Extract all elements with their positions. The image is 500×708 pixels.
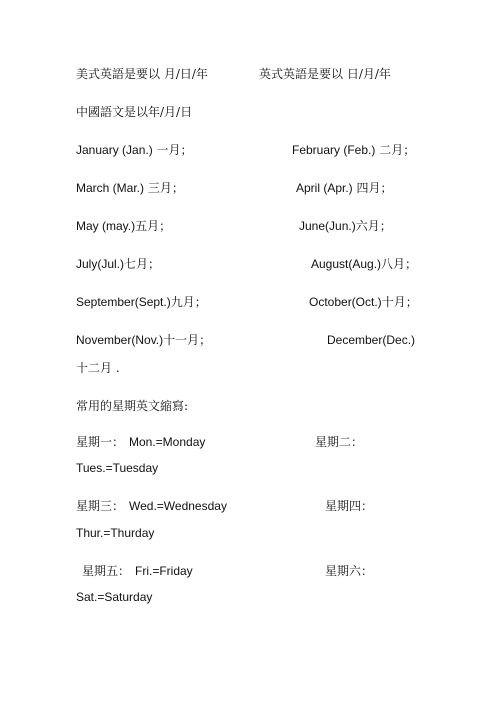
month-english: May (may.)	[76, 219, 136, 233]
british-format-note: 英式英語是要以 日/月/年	[259, 67, 391, 81]
month-english: September(Sept.)	[76, 295, 171, 309]
month-english: June(Jun.)	[299, 219, 356, 233]
weekday-thursday-label: 星期四：	[325, 499, 374, 513]
weekday-wednesday-abbr: Wed.=Wednesday	[129, 499, 227, 513]
month-chinese: 六月；	[355, 219, 392, 233]
month-march	[76, 180, 184, 196]
month-english: August(Aug.)	[311, 257, 382, 271]
weekday-saturday-label: 星期六：	[325, 564, 374, 578]
month-july	[76, 256, 160, 272]
month-october	[309, 294, 418, 310]
month-chinese: 四月；	[356, 181, 393, 195]
month-september	[76, 294, 207, 310]
weekday-thursday-abbr: Thur.=Thurday	[76, 526, 155, 540]
month-english: October(Oct.)	[309, 295, 382, 309]
month-chinese: 一月；	[156, 143, 193, 157]
month-may	[76, 218, 171, 234]
month-english: April (Apr.)	[296, 181, 353, 195]
weekdays-title: 常用的星期英文縮寫:	[76, 399, 189, 413]
american-format-note: 美式英語是要以 月/日/年	[76, 67, 208, 81]
month-january	[76, 142, 193, 158]
month-chinese: 十月；	[381, 295, 418, 309]
weekday-tuesday-abbr: Tues.=Tuesday	[76, 461, 159, 475]
month-november	[76, 332, 211, 348]
weekday-monday-label: 星期一：	[76, 435, 125, 449]
month-december-chinese: 十二月 .	[76, 361, 120, 375]
month-chinese: 三月；	[147, 181, 184, 195]
weekday-friday-label: 星期五：	[82, 564, 131, 578]
month-english: March (Mar.)	[76, 181, 145, 195]
month-chinese: 七月；	[124, 257, 161, 271]
weekday-friday-abbr: Fri.=Friday	[135, 564, 193, 578]
month-english: February (Feb.)	[292, 143, 376, 157]
month-english: November(Nov.)	[76, 333, 164, 347]
weekday-saturday-abbr: Sat.=Saturday	[76, 590, 153, 604]
chinese-format-note: 中國語文是以年/月/日	[76, 105, 193, 119]
month-december-english: December(Dec.)	[327, 333, 416, 347]
month-chinese: 八月；	[381, 257, 418, 271]
month-chinese: 二月；	[379, 143, 416, 157]
month-april	[296, 180, 393, 196]
month-english: July(Jul.)	[76, 257, 125, 271]
weekday-tuesday-label: 星期二：	[315, 435, 364, 449]
month-february	[292, 142, 415, 158]
month-chinese: 九月；	[170, 295, 207, 309]
weekday-wednesday-label: 星期三：	[76, 499, 125, 513]
month-august	[311, 256, 417, 272]
month-english: January (Jan.)	[76, 143, 153, 157]
month-chinese: 十一月；	[163, 333, 212, 347]
weekday-monday-abbr: Mon.=Monday	[129, 435, 206, 449]
month-june	[299, 218, 392, 234]
month-chinese: 五月；	[135, 219, 172, 233]
